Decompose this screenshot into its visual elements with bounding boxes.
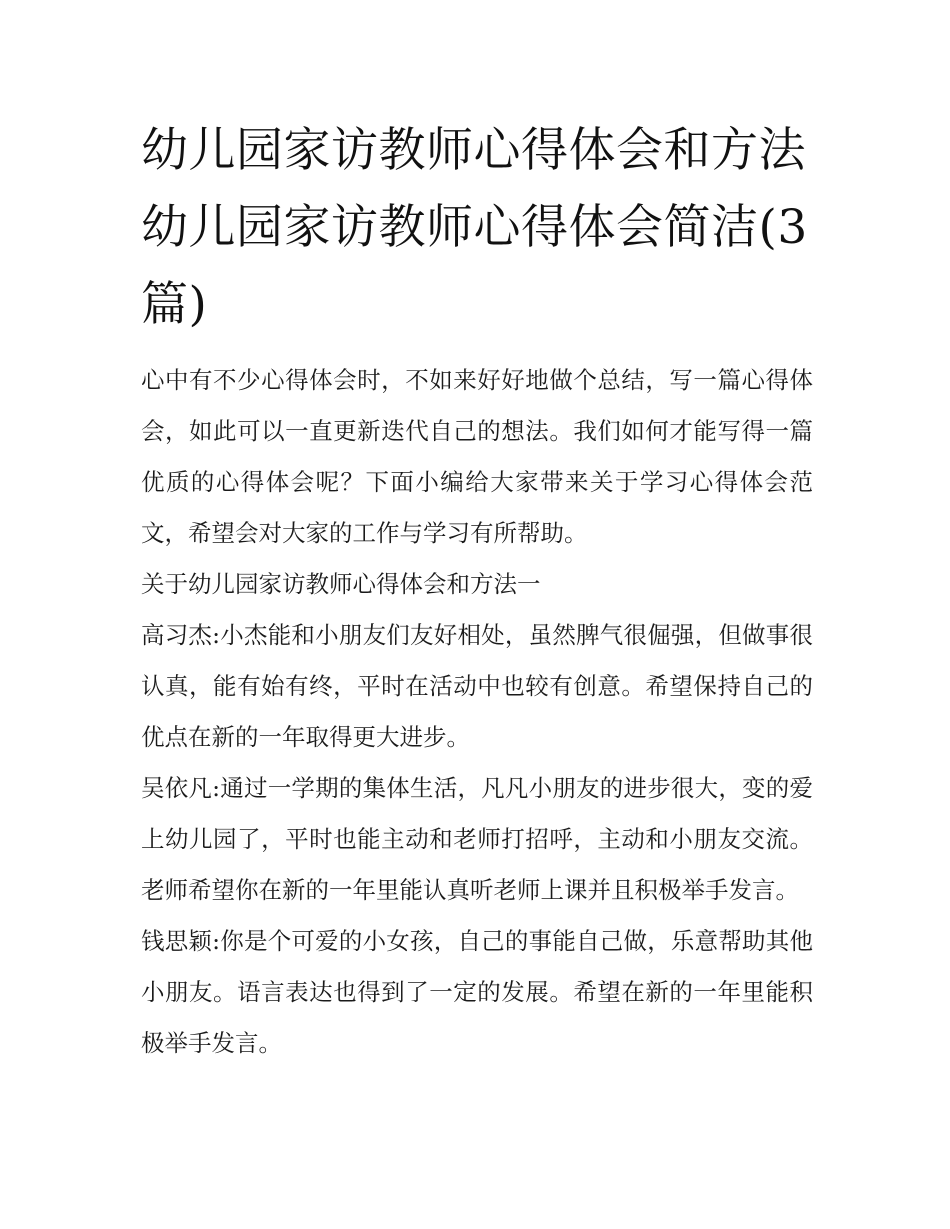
comment-paragraph-3: 钱思颖:你是个可爱的小女孩，自己的事能自己做，乐意帮助其他小朋友。语言表达也得到了一定的发展。希望在新的一年里能积极举手发言。 [141, 927, 813, 1057]
comment-paragraph-1: 高习杰:小杰能和小朋友们友好相处，虽然脾气很倔强，但做事很认真，能有始有终，平时在活动中也较有创意。希望保持自己的优点在新的一年取得更大进步。 [141, 621, 813, 751]
comment-paragraph-2: 吴依凡:通过一学期的集体生活，凡凡小朋友的进步很大，变的爱上幼儿园了，平时也能主动和老师打招呼，主动和小朋友交流。老师希望你在新的一年里能认真听老师上课并且积极举手发言。 [141, 774, 813, 904]
intro-paragraph: 心中有不少心得体会时，不如来好好地做个总结，写一篇心得体会，如此可以一直更新迭代自己的想法。我们如何才能写得一篇优质的心得体会呢？下面小编给大家带来关于学习心得体会范文，希望会对大家的工作与学习有所帮助。 [141, 366, 813, 547]
document-page [141, 112, 813, 1069]
document-title: 幼儿园家访教师心得体会和方法 幼儿园家访教师心得体会简洁(3篇) [141, 123, 808, 332]
section-heading: 关于幼儿园家访教师心得体会和方法一 [141, 570, 541, 598]
